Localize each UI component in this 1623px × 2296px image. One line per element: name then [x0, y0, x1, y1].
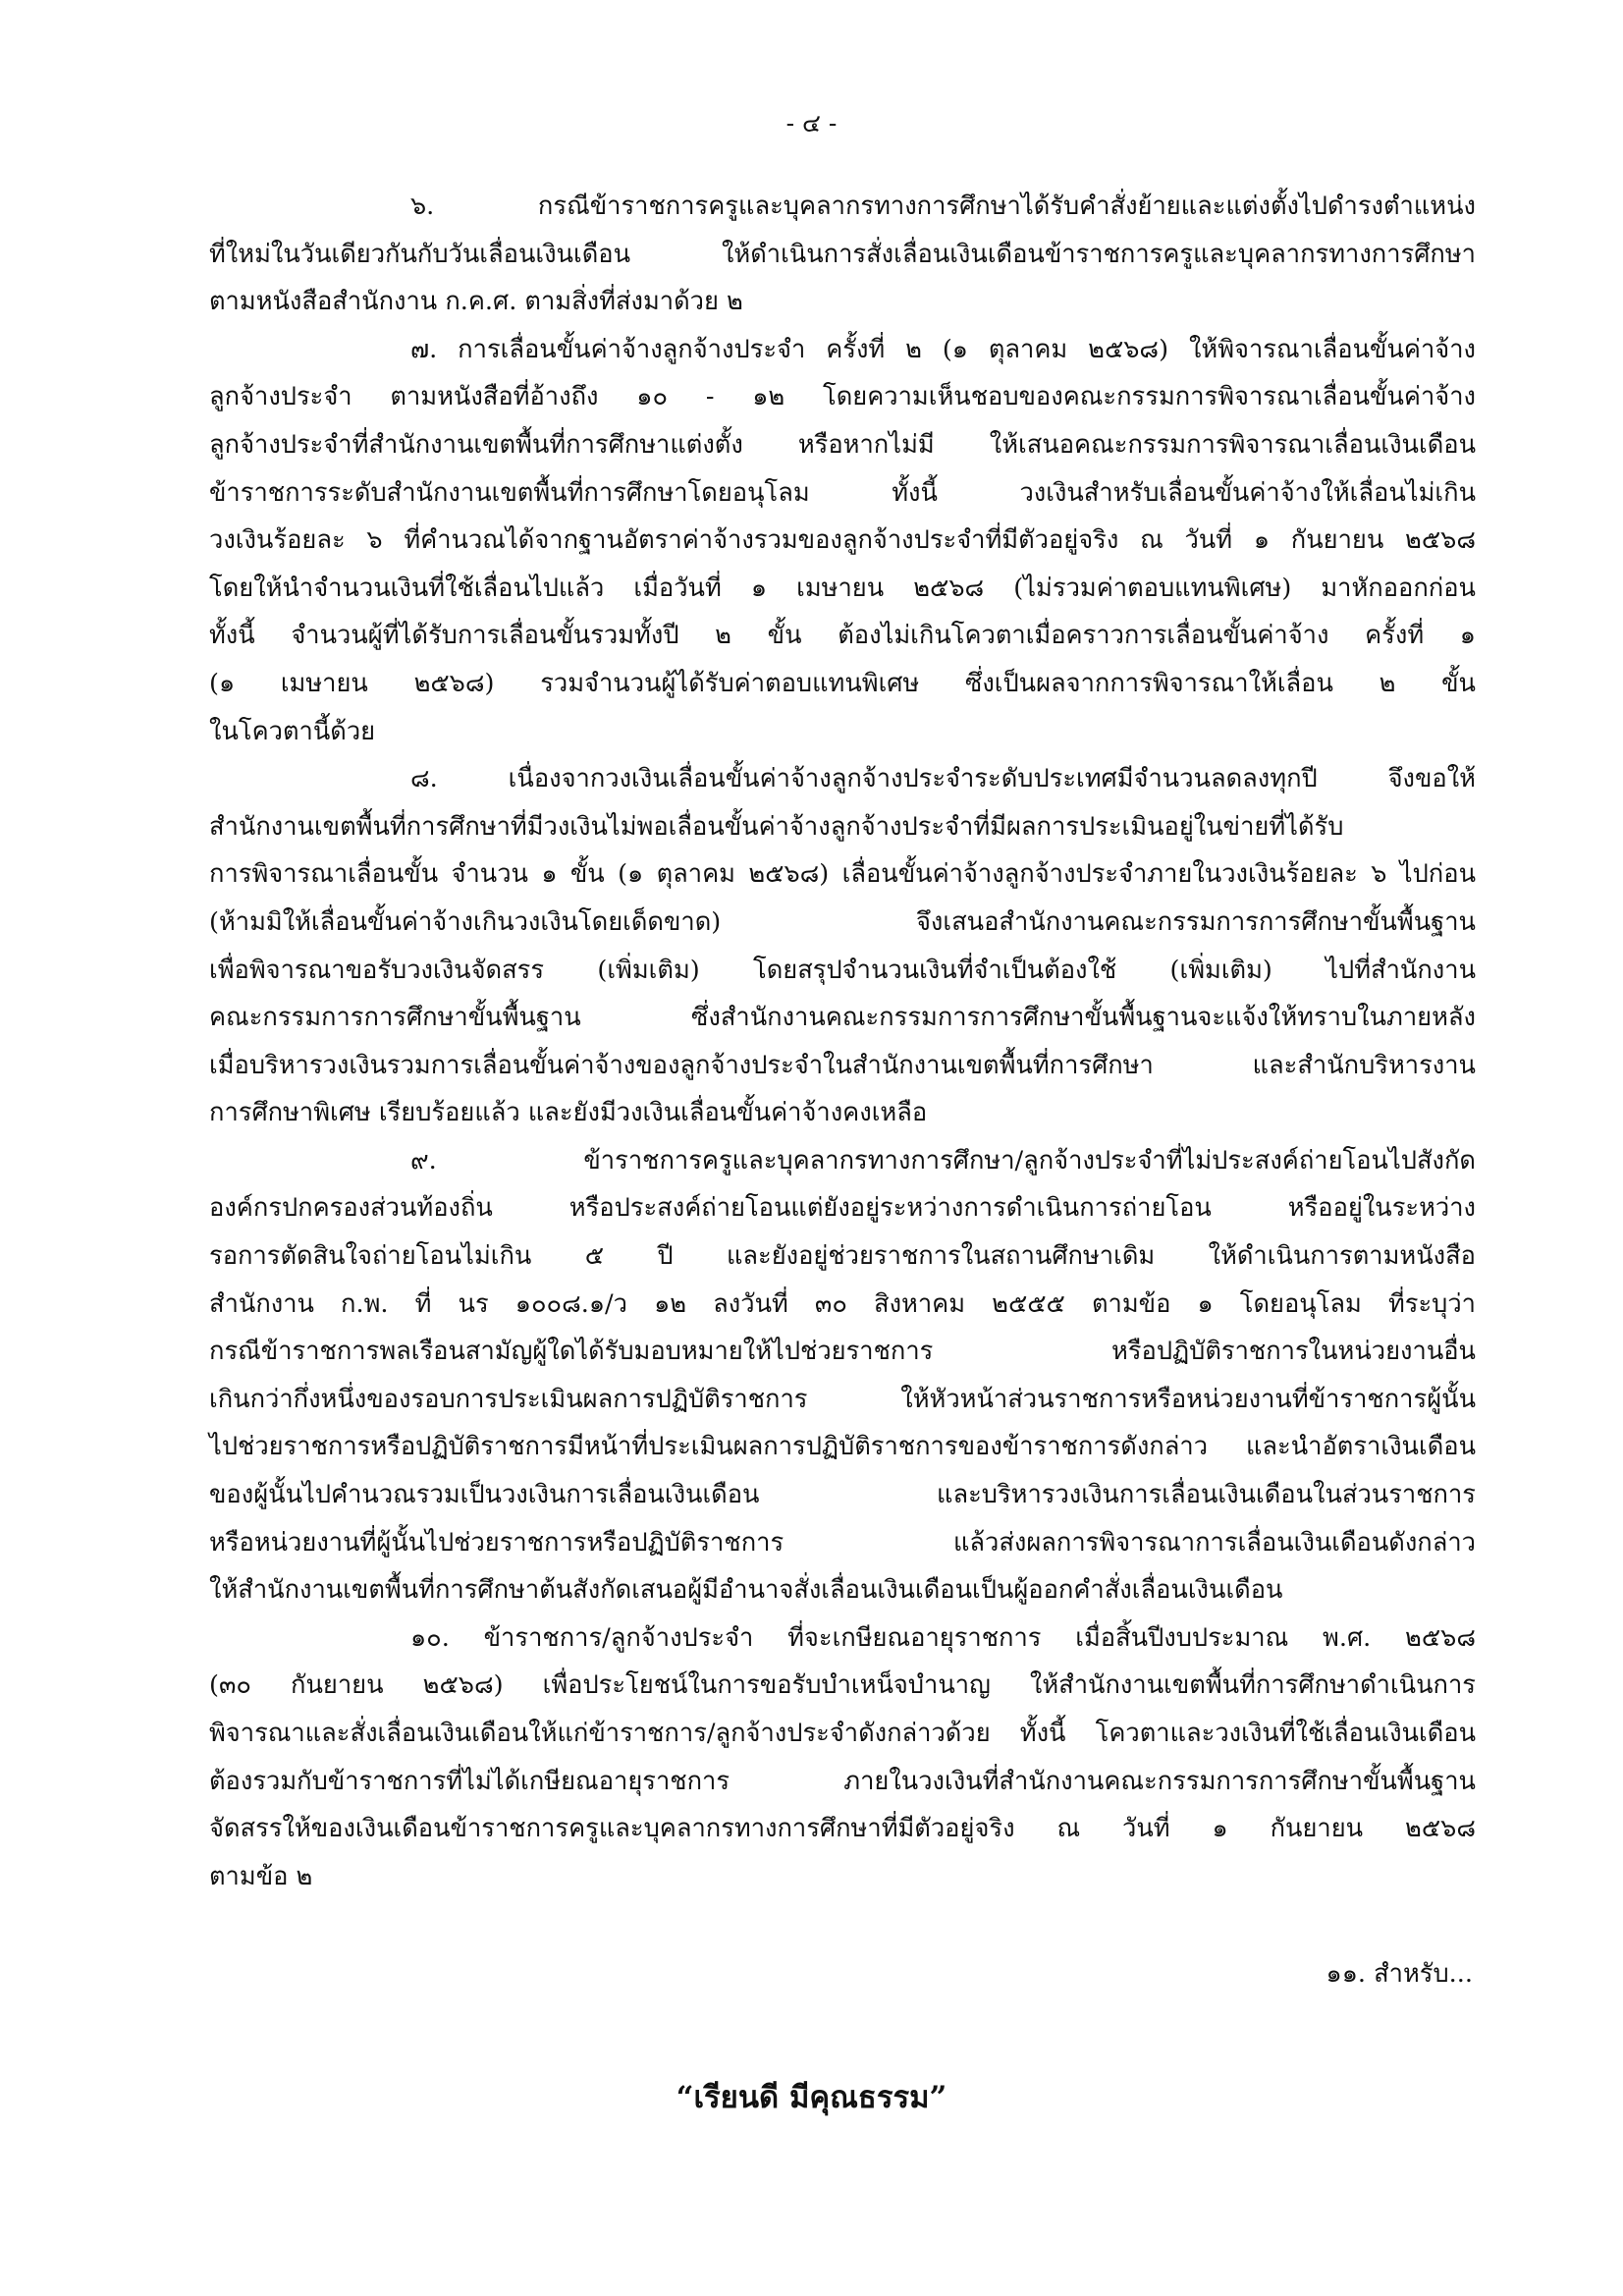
- paragraph: [209, 183, 1476, 326]
- paragraph-line: (๑ เมษายน ๒๕๖๘) รวมจำนวนผู้ได้รับค่าตอบแทนพิเศษ ซึ่งเป็นผลจากการพิจารณาให้เลื่อน ๒ ขั้น: [209, 668, 1476, 698]
- paragraph-line: ตามหนังสือสำนักงาน ก.ค.ศ. ตามสิ่งที่ส่งมาด้วย ๒: [209, 287, 743, 317]
- paragraph-line: (๓๐ กันยายน ๒๕๖๘) เพื่อประโยชน์ในการขอรับบำเหน็จบำนาญ ให้สำนักงานเขตพื้นที่การศึกษาดำเนินการ: [209, 1670, 1476, 1701]
- paragraph-line: จัดสรรให้ของเงินเดือนข้าราชการครูและบุคลากรทางการศึกษาที่มีตัวอยู่จริง ณ วันที่ ๑ กันยายน ๒๕๖๘: [209, 1814, 1476, 1844]
- paragraph-line: การศึกษาพิเศษ เรียบร้อยแล้ว และยังมีวงเงินเลื่อนขั้นค่าจ้างคงเหลือ: [209, 1098, 928, 1128]
- paragraph-line: ๗. การเลื่อนขั้นค่าจ้างลูกจ้างประจำ ครั้งที่ ๒ (๑ ตุลาคม ๒๕๖๘) ให้พิจารณาเลื่อนขั้นค่าจ้าง: [410, 334, 1476, 364]
- paragraph-line: โดยให้นำจำนวนเงินที่ใช้เลื่อนไปแล้ว เมื่อวันที่ ๑ เมษายน ๒๕๖๘ (ไม่รวมค่าตอบแทนพิเศษ) มาหักออกก่อน: [209, 573, 1476, 603]
- continued-text: ๑๑. สำหรับ...: [1325, 1959, 1473, 1989]
- paragraph-line: ในโควตานี้ด้วย: [209, 716, 376, 746]
- paragraph-line: ของผู้นั้นไปคำนวณรวมเป็นวงเงินการเลื่อนเงินเดือน และบริหารวงเงินการเลื่อนเงินเดือนในส่วนราชการ: [209, 1480, 1476, 1510]
- paragraph-line: ทั้งนี้ จำนวนผู้ที่ได้รับการเลื่อนขั้นรวมทั้งปี ๒ ขั้น ต้องไม่เกินโควตาเมื่อคราวการเลื่อนขั้นค่าจ้าง ครั้งที่ ๑: [209, 621, 1476, 651]
- paragraph-line: รอการตัดสินใจถ่ายโอนไม่เกิน ๕ ปี และยังอยู่ช่วยราชการในสถานศึกษาเดิม ให้ดำเนินการตามหนังสือ: [209, 1241, 1476, 1272]
- paragraph-line: ข้าราชการระดับสำนักงานเขตพื้นที่การศึกษาโดยอนุโลม ทั้งนี้ วงเงินสำหรับเลื่อนขั้นค่าจ้างให้เลื่อนไม่เกิน: [209, 477, 1476, 508]
- paragraph-line: (ห้ามมิให้เลื่อนขั้นค่าจ้างเกินวงเงินโดยเด็ดขาด) จึงเสนอสำนักงานคณะกรรมการการศึกษาขั้นพื้นฐาน: [209, 906, 1476, 937]
- paragraph-line: ให้สำนักงานเขตพื้นที่การศึกษาต้นสังกัดเสนอผู้มีอำนาจสั่งเลื่อนเงินเดือนเป็นผู้ออกคำสั่งเลื่อนเงินเดือน: [209, 1575, 1283, 1606]
- paragraph-line: การพิจารณาเลื่อนขั้น จำนวน ๑ ขั้น (๑ ตุลาคม ๒๕๖๘) เลื่อนขั้นค่าจ้างลูกจ้างประจำภายในวงเงินร้อยละ ๖ ไปก่อน: [209, 859, 1476, 890]
- paragraph: [209, 1614, 1476, 1901]
- paragraph-line: พิจารณาและสั่งเลื่อนเงินเดือนให้แก่ข้าราชการ/ลูกจ้างประจำดังกล่าวด้วย ทั้งนี้ โควตาและวงเงินที่ใช้เลื่อนเงินเดือน: [209, 1719, 1476, 1748]
- paragraph-line: ตามข้อ ๒: [209, 1861, 313, 1891]
- paragraph-line: องค์กรปกครองส่วนท้องถิ่น หรือประสงค์ถ่ายโอนแต่ยังอยู่ระหว่างการดำเนินการถ่ายโอน หรืออยู่ในระหว่าง: [209, 1193, 1476, 1224]
- paragraph-line: ๙. ข้าราชการครูและบุคลากรทางการศึกษา/ลูกจ้างประจำที่ไม่ประสงค์ถ่ายโอนไปสังกัด: [410, 1145, 1476, 1175]
- paragraph-line: คณะกรรมการการศึกษาขั้นพื้นฐาน ซึ่งสำนักงานคณะกรรมการการศึกษาขั้นพื้นฐานจะแจ้งให้ทราบในภายหลัง: [209, 1003, 1476, 1033]
- paragraph-line: วงเงินร้อยละ ๖ ที่คำนวณได้จากฐานอัตราค่าจ้างรวมของลูกจ้างประจำที่มีตัวอยู่จริง ณ วันที่ ๑ กันยายน ๒๕๖๘: [209, 525, 1476, 556]
- paragraph-line: เพื่อพิจารณาขอรับวงเงินจัดสรร (เพิ่มเติม) โดยสรุปจำนวนเงินที่จำเป็นต้องใช้ (เพิ่มเติม) ไปที่สำนักงาน: [209, 955, 1476, 985]
- paragraph-line: ๖. กรณีข้าราชการครูและบุคลากรทางการศึกษาได้รับคำสั่งย้ายและแต่งตั้งไปดำรงตำแหน่ง: [410, 191, 1476, 221]
- paragraph-line: ลูกจ้างประจำ ตามหนังสือที่อ้างถึง ๑๐ - ๑๒ โดยความเห็นชอบของคณะกรรมการพิจารณาเลื่อนขั้นค่าจ้าง: [209, 382, 1476, 412]
- paragraph-line: ไปช่วยราชการหรือปฏิบัติราชการมีหน้าที่ประเมินผลการปฏิบัติราชการของข้าราชการดังกล่าว และนำอัตราเงินเดือน: [209, 1432, 1476, 1462]
- paragraph: [209, 1137, 1476, 1614]
- paragraph-line: ๑๐. ข้าราชการ/ลูกจ้างประจำ ที่จะเกษียณอายุราชการ เมื่อสิ้นปีงบประมาณ พ.ศ. ๒๕๖๘: [410, 1622, 1476, 1653]
- paragraph-line: ลูกจ้างประจำที่สำนักงานเขตพื้นที่การศึกษาแต่งตั้ง หรือหากไม่มี ให้เสนอคณะกรรมการพิจารณาเลื่อนเงินเดือน: [209, 429, 1476, 460]
- paragraph-line: หรือหน่วยงานที่ผู้นั้นไปช่วยราชการหรือปฏิบัติราชการ แล้วส่งผลการพิจารณาการเลื่อนเงินเดือนดังกล่าว: [209, 1527, 1476, 1558]
- motto: “เรียนดี มีคุณธรรม”: [676, 2080, 947, 2115]
- paragraph-line: สำนักงานเขตพื้นที่การศึกษาที่มีวงเงินไม่พอเลื่อนขั้นค่าจ้างลูกจ้างประจำที่มีผลการประเมินอยู่ในข่ายที่ได้รับ: [209, 811, 1344, 842]
- page-number: - ๔ -: [785, 109, 838, 137]
- paragraph-line: เกินกว่ากึ่งหนึ่งของรอบการประเมินผลการปฏิบัติราชการ ให้หัวหน้าส่วนราชการหรือหน่วยงานที่ข้าราชการผู้นั้น: [209, 1384, 1476, 1414]
- paragraph-line: ๘. เนื่องจากวงเงินเลื่อนขั้นค่าจ้างลูกจ้างประจำระดับประเทศมีจำนวนลดลงทุกปี จึงขอให้: [410, 764, 1476, 794]
- document-body: [209, 183, 1476, 1900]
- paragraph-line: เมื่อบริหารวงเงินรวมการเลื่อนขั้นค่าจ้างของลูกจ้างประจำในสำนักงานเขตพื้นที่การศึกษา และสำนักบริหารงาน: [209, 1050, 1476, 1080]
- paragraph-line: สำนักงาน ก.พ. ที่ นร ๑๐๐๘.๑/ว ๑๒ ลงวันที่ ๓๐ สิงหาคม ๒๕๕๕ ตามข้อ ๑ โดยอนุโลม ที่ระบุว่า: [209, 1288, 1476, 1319]
- paragraph: [209, 755, 1476, 1137]
- paragraph-line: ที่ใหม่ในวันเดียวกันกับวันเลื่อนเงินเดือน ให้ดำเนินการสั่งเลื่อนเงินเดือนข้าราชการครูและบุคลากรทางการศึกษา: [209, 239, 1476, 269]
- paragraph-line: กรณีข้าราชการพลเรือนสามัญผู้ใดได้รับมอบหมายให้ไปช่วยราชการ หรือปฏิบัติราชการในหน่วยงานอื่น: [209, 1337, 1476, 1367]
- paragraph: [209, 326, 1476, 755]
- paragraph-line: ต้องรวมกับข้าราชการที่ไม่ได้เกษียณอายุราชการ ภายในวงเงินที่สำนักงานคณะกรรมการการศึกษาขั้นพื้นฐาน: [209, 1766, 1476, 1796]
